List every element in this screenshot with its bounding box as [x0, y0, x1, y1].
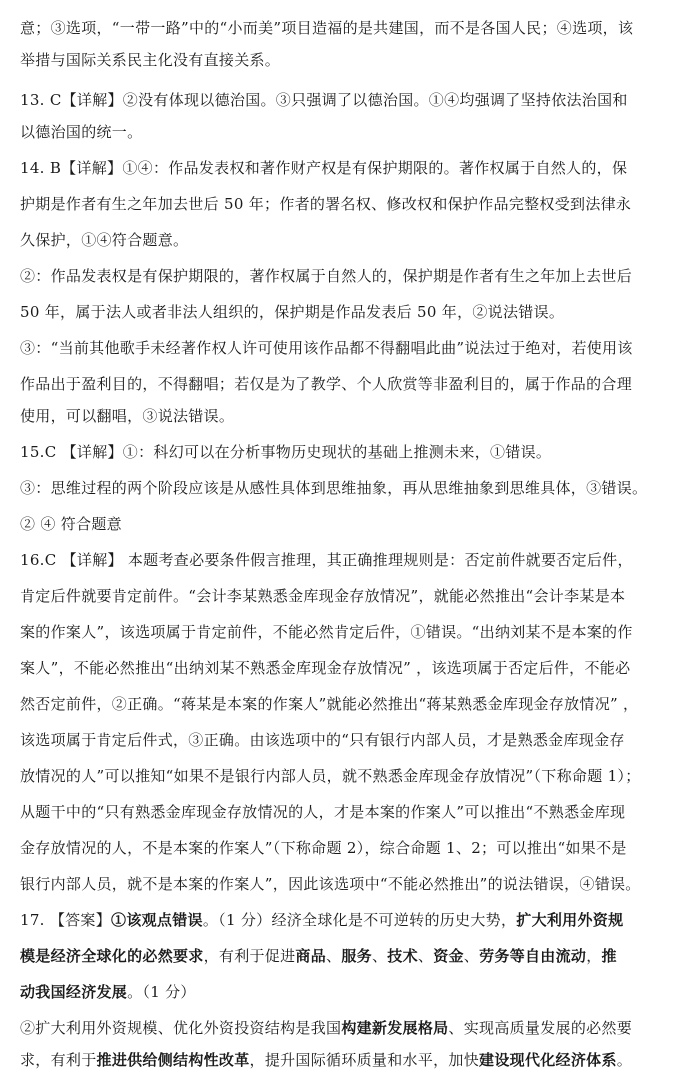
text-line	[20, 838, 675, 858]
text-segment: 。	[616, 1051, 633, 1069]
bold-text: 技术	[387, 947, 418, 965]
bold-text: 资金	[433, 947, 464, 965]
text-segment: 16.C 【详解】 本题考查必要条件假言推理，其正确推理规则是：否定前件就要否定后件，	[20, 551, 633, 569]
text-line	[20, 550, 675, 570]
text-line	[20, 946, 675, 966]
text-segment: 15.C 【详解】①：科幻可以在分析事物历史现状的基础上推测未来，①错误。	[20, 443, 552, 461]
bold-text: 劳务等自由流动	[479, 947, 587, 965]
text-segment: 、	[417, 947, 434, 965]
text-line	[20, 514, 675, 534]
text-segment: 案的作案人”，该选项属于肯定前件，不能必然肯定后件，①错误。“出纳刘某不是本案的作	[20, 623, 633, 641]
text-line	[20, 658, 675, 678]
text-segment: 14. B【详解】①④：作品发表权和著作财产权是有保护期限的。著作权属于自然人的，保	[20, 159, 628, 177]
text-line	[20, 406, 675, 426]
text-line	[20, 194, 675, 214]
text-segment: ② ④ 符合题意	[20, 515, 122, 533]
text-segment: 久保护，①④符合题意。	[20, 231, 189, 249]
bold-text: 模是经济全球化的必然要求	[20, 947, 204, 965]
text-segment: 银行内部人员，就不是本案的作案人”，因此该选项中“不能必然推出”的说法错误，④错误。	[20, 875, 641, 893]
text-line	[20, 302, 675, 322]
text-line	[20, 874, 675, 894]
text-line	[20, 1018, 675, 1038]
text-segment: 放情况的人”可以推知“如果不是银行内部人员，就不熟悉金库现金存放情况”（下称命题 1）；	[20, 767, 641, 785]
text-segment: 金存放情况的人，不是本案的作案人”（下称命题 2），综合命题 1、2；可以推出“如果不是	[20, 839, 627, 857]
text-segment: 使用，可以翻唱，③说法错误。	[20, 407, 235, 425]
text-segment: 举措与国际关系民主化没有直接关系。	[20, 51, 281, 69]
text-segment: 、	[463, 947, 480, 965]
text-segment: 求，有利于	[20, 1051, 97, 1069]
text-line	[20, 122, 675, 142]
text-segment: ②：作品发表权是有保护期限的，著作权属于自然人的，保护期是作者有生之年加上去世后	[20, 267, 633, 285]
text-segment: 护期是作者有生之年加去世后 50 年；作者的署名权、修改权和保护作品完整权受到法律永	[20, 195, 632, 213]
text-line	[20, 478, 675, 498]
text-segment: ，提升国际循环质量和水平，加快	[249, 1051, 480, 1069]
text-segment: 该选项属于肯定后件式，③正确。由该选项中的“只有银行内部人员，才是熟悉金库现金存	[20, 731, 625, 749]
text-line	[20, 266, 675, 286]
text-line	[20, 18, 675, 38]
text-segment: 肯定后件就要肯定前件。“会计李某熟悉金库现金存放情况”，就能必然推出“会计李某是本	[20, 587, 626, 605]
text-segment: 。（1 分）经济全球化是不可逆转的历史大势，	[202, 911, 517, 929]
text-line	[20, 90, 675, 110]
bold-text: ①该观点错误	[111, 911, 203, 929]
text-segment: ，	[586, 947, 602, 965]
text-line	[20, 230, 675, 250]
text-segment: 17. 【答案】	[20, 911, 112, 929]
text-segment: 。（1 分）	[127, 983, 196, 1001]
text-line	[20, 802, 675, 822]
text-line	[20, 1050, 675, 1070]
bold-text: 服务	[341, 947, 372, 965]
text-segment: 案人”，不能必然推出“出纳刘某不熟悉金库现金存放情况” ，该选项属于否定后件，不能必	[20, 659, 631, 677]
bold-text: 扩大利用外资规	[516, 911, 624, 929]
text-segment: 、	[326, 947, 342, 965]
text-line	[20, 158, 675, 178]
text-line	[20, 374, 675, 394]
bold-text: 推进供给侧结构性改革	[96, 1051, 250, 1069]
bold-text: 构建新发展格局	[341, 1019, 449, 1037]
text-segment: 13. C【详解】②没有体现以德治国。③只强调了以德治国。①④均强调了坚持依法治国和	[20, 91, 628, 109]
text-segment: 以德治国的统一。	[20, 123, 143, 141]
text-line	[20, 694, 675, 714]
text-segment: ②扩大利用外资规模、优化外资投资结构是我国	[20, 1019, 342, 1037]
text-segment: ，有利于促进	[203, 947, 296, 965]
text-line	[20, 586, 675, 606]
bold-text: 动我国经济发展	[20, 983, 128, 1001]
bold-text: 建设现代化经济体系	[479, 1051, 617, 1069]
text-line	[20, 338, 675, 358]
text-segment: ③：思维过程的两个阶段应该是从感性具体到思维抽象，再从思维抽象到思维具体，③错误。	[20, 479, 648, 497]
text-line	[20, 766, 675, 786]
bold-text: 推	[601, 947, 617, 965]
text-line	[20, 910, 675, 930]
text-line	[20, 982, 675, 1002]
text-segment: 作品出于盈利目的，不得翻唱；若仅是为了教学、个人欣赏等非盈利目的，属于作品的合理	[20, 375, 633, 393]
text-segment: 从题干中的“只有熟悉金库现金存放情况的人，才是本案的作案人”可以推出“不熟悉金库现	[20, 803, 626, 821]
text-line	[20, 50, 675, 70]
text-segment: 50 年，属于法人或者非法人组织的，保护期是作品发表后 50 年，②说法错误。	[20, 303, 565, 321]
bold-text: 商品	[295, 947, 327, 965]
text-line	[20, 622, 675, 642]
text-line	[20, 442, 675, 462]
text-line	[20, 730, 675, 750]
text-segment: 、	[371, 947, 388, 965]
text-segment: 意；③选项，“一带一路”中的“小而美”项目造福的是共建国，而不是各国人民；④选项，该	[20, 19, 634, 37]
text-segment: 、实现高质量发展的必然要	[448, 1019, 633, 1037]
text-segment: ③：“当前其他歌手未经著作权人许可使用该作品都不得翻唱此曲”说法过于绝对，若使用该	[20, 339, 633, 357]
text-segment: 然否定前件，②正确。“蒋某是本案的作案人”就能必然推出“蒋某熟悉金库现金存放情况” ，	[20, 695, 639, 713]
